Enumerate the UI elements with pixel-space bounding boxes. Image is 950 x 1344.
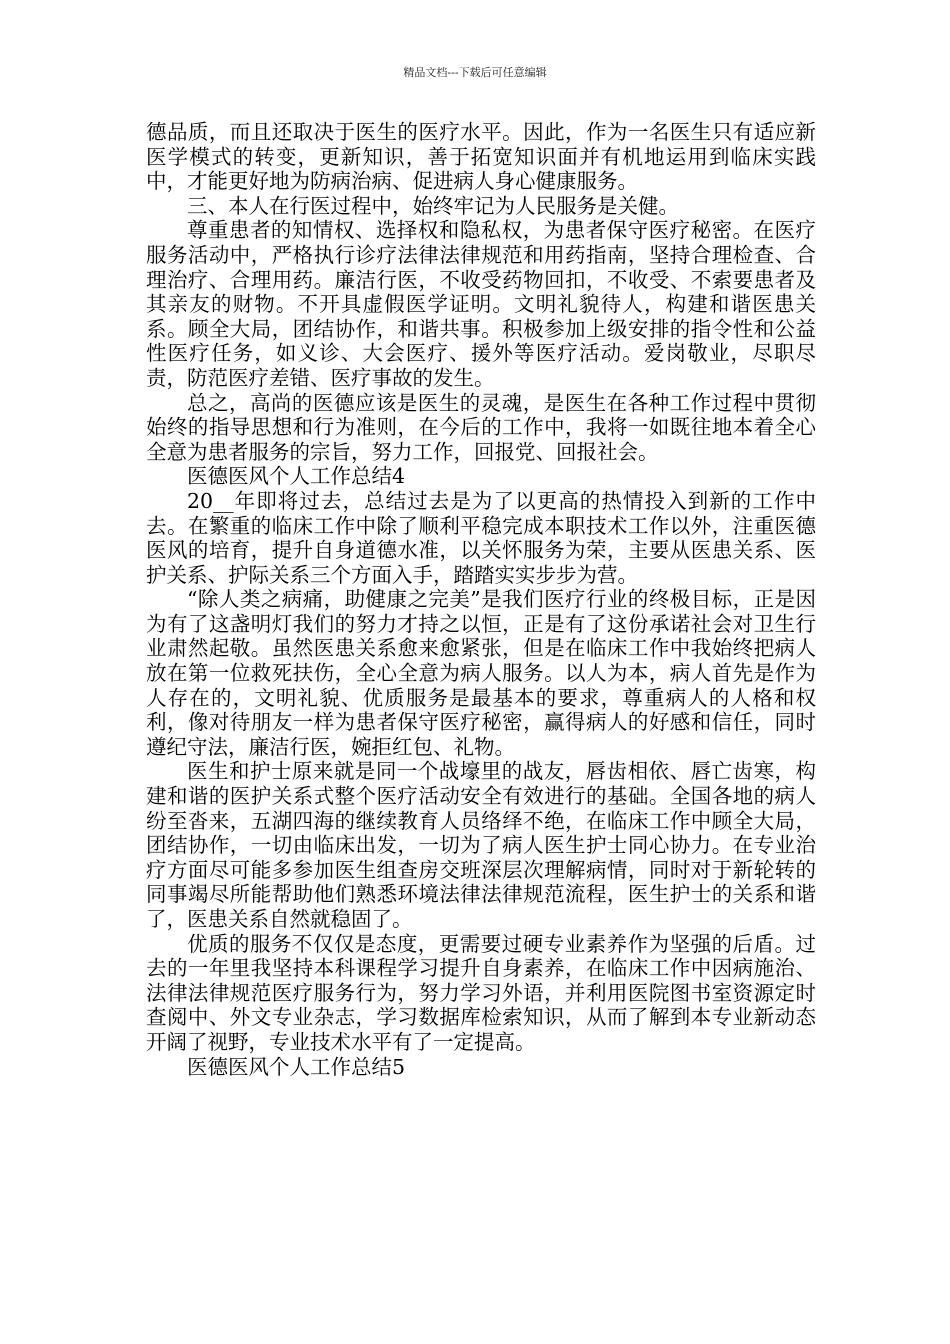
paragraph: “除人类之病痛，助健康之完美”是我们医疗行业的终极目标，正是因为有了这盏明灯我们的努力才持之以恒，正是有了这份承诺社会对卫生行业肃然起敬。虽然医患关系愈来愈紧张，但是在临床工作中我始终把病人放在第一位救死扶伤，全心全意为病人服务。以人为本，病人首先是作为人存在的，文明礼貌、优质服务是最基本的要求，尊重病人的人格和权利，像对待朋友一样为患者保守医疗秘密，赢得病人的好感和信任，同时遵纪守法，廉洁行医，婉拒红包、礼物。 xyxy=(146,587,816,759)
section-heading-three: 三、本人在行医过程中，始终牢记为人民服务是关健。 xyxy=(187,193,679,218)
section-title-5: 医德医风个人工作总结5 xyxy=(187,1054,406,1079)
paragraph: 尊重患者的知情权、选择权和隐私权，为患者保守医疗秘密。在医疗服务活动中，严格执行诊疗法律法律规范和用药指南，坚持合理检查、合理治疗、合理用药。廉洁行医，不收受药物回扣，不收受、不索要患者及其亲友的财物。不开具虚假医学证明。文明礼貌待人，构建和谐医患关系。顾全大局，团结协作，和谐共事。积极参加上级安排的指令性和公益性医疗任务，如义诊、大会医疗、援外等医疗活动。爱岗敬业，尽职尽责，防范医疗差错、医疗事故的发生。 xyxy=(146,218,816,390)
paragraph: 20__年即将过去，总结过去是为了以更高的热情投入到新的工作中去。在繁重的临床工作中除了顺利平稳完成本职技术工作以外，注重医德医风的培育，提升自身道德水准，以关怀服务为荣，主要从医患关系、医护关系、护际关系三个方面入手，踏踏实实步步为营。 xyxy=(146,488,816,587)
paragraph: 优质的服务不仅仅是态度，更需要过硬专业素养作为坚强的后盾。过去的一年里我坚持本科课程学习提升自身素养，在临床工作中因病施治、法律法律规范医疗服务行为，努力学习外语，并利用医院图书室资源定时查阅中、外文专业杂志，学习数据库检索知识，从而了解到本专业新动态开阔了视野，专业技术水平有了一定提高。 xyxy=(146,931,816,1054)
section-title-4: 医德医风个人工作总结4 xyxy=(187,464,406,489)
paragraph-continuation: 德品质，而且还取决于医生的医疗水平。因此，作为一名医生只有适应新医学模式的转变，更新知识，善于拓宽知识面并有机地运用到临床实践中，才能更好地为防病治病、促进病人身心健康服务。 xyxy=(146,120,816,194)
document-body xyxy=(146,120,816,1079)
page-header: 精品文档---下载后可任意编辑 xyxy=(403,66,547,79)
paragraph: 医生和护士原来就是同一个战壕里的战友，唇齿相依、唇亡齿寒，构建和谐的医护关系式整个医疗活动安全有效进行的基础。全国各地的病人纷至沓来，五湖四海的继续教育人员络绎不绝，在临床工作中顾全大局，团结协作，一切由临床出发，一切为了病人医生护士同心协力。在专业治疗方面尽可能多参加医生组查房交班深层次理解病情，同时对于新轮转的同事竭尽所能帮助他们熟悉环境法律法律规范流程，医生护士的关系和谐了，医患关系自然就稳固了。 xyxy=(146,759,816,931)
paragraph: 总之，高尚的医德应该是医生的灵魂，是医生在各种工作过程中贯彻始终的指导思想和行为准则，在今后的工作中，我将一如既往地本着全心全意为患者服务的宗旨，努力工作，回报党、回报社会。 xyxy=(146,390,816,464)
